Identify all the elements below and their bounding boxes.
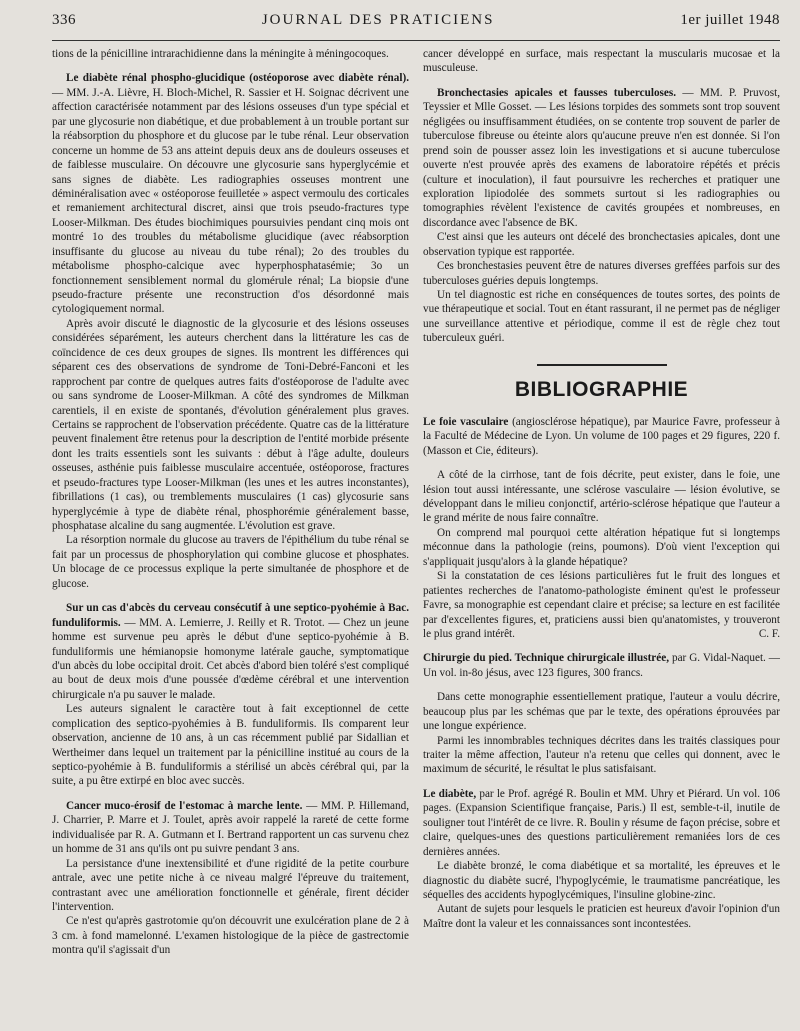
journal-title: JOURNAL DES PRATICIENS [261,12,495,28]
article-paragraph: Les auteurs signalent le caractère tout à fait exceptionnel de cette complication des septico-pyohémies à B. funduliformis. Ils comparent leur observation, ancienne de 10 ans, à un cas récemment publié par Sidallian et Wertheimer dans lequel un traitement par la pénicilline institué au cours de la septico-pyohémie à B. funduliformis a stérilisé un abcès cérébral qui, par la suite, a pu être extirpé en bloc avec succès. [52,703,409,788]
article-body: décrivent une affection caractérisée notamment par des lésions osseuses d'un type spécial et par une glycosurie non diabétique, et due probablement à un trouble portant sur la réabsorption du phosphore et du glucose par le tube rénal. Leur observation concerne un homme de 53 ans atteint depuis deux ans de douleurs osseuses et de faiblesse musculaire. On découvre une glycosurie sans hyperglycémie et sans signes de diabète. Les radiographies osseuses montrent une déminéralisation avec « ostéoporose feuilletée » aspect vermoulu des corticales et remaniement architectural discret, ainsi que trois pseudo-fractures type Looser-Milkman. Des études biochimiques poursuivies pendant cinq mois ont montré 1o des troubles du métabolisme glucidique (avec réabsorption insuffisante du glucose au niveau du tube rénal); 2o des troubles du métabolisme phospho-calcique avec hyperphosphatasémie; 3o un fonctionnement sensiblement normal du glomérule rénal; La biopsie d'une pseudo-fracture présente une reconstruction d'os désordonné mais cytologiquement normal. [52,86,409,316]
article-title: Sur un cas d'abcès du cerveau consécutif à une septico-pyohémie à Bac. funduliformis. [52,602,409,629]
article-title: Cancer muco-érosif de l'estomac à marche lente. [66,799,303,812]
book-title: Le diabète, [423,787,477,800]
book-title: Le foie vasculaire [423,415,509,428]
book-details: par G. Vidal-Naquet. — Un vol. in-8o jésus, avec 123 figures, 300 francs. [423,652,780,679]
article-paragraph: C'est ainsi que les auteurs ont décelé des bronchectasies apicales, dont une observation typique est rapportée. [423,231,780,258]
book-details: par le Prof. agrégé R. Boulin et MM. Uhry et Piérard. Un vol. 106 pages. (Expansion Scientifique française, Paris.) Il est, semble-t-il, inutile de souligner tout l'intérêt de ce livre. R. Boulin y résume de façon précise, sobre et claire, quelques-unes des questions particulièrement remaniées lors de ces dernières années. [423,787,781,858]
left-column [52,47,409,958]
article-body: — Les lésions torpides des sommets sont trop souvent négligées ou insuffisamment étudiées, on se contente trop souvent de parler de tuberculose fibreuse ou éteinte alors qu'aucune preuve n'en est donnée. Si l'on prend soin de pousser assez loin les investigations et si aucune tuberculose ouverte n'est prouvée après des examens de laboratoire répétés et précis (culture et inoculation), il faut poursuivre les recherches et pratiquer une exploration lipiodolée des sommets surtout si les radiographies ou tomographies révèlent l'existence de cavités groupées et nombreuses, en discordance avec l'absence de BK. [423,101,781,229]
article-abces-cerveau [52,601,409,702]
section-rule [537,364,667,366]
article-body: — Chez un jeune homme est survenue peu après le début d'une septico-pyohémie à B. funduliformis une hémianopsie homonyme latérale gauche, symptomatique d'un abcès du lobe occipital droit. Cet abcès d'abord bien toléré s'est compliqué au bout de deux mois d'une poussée d'œdème cérébral et une intervention chirurgicale n'a pu sauver le malade. [52,616,410,701]
review-paragraph: Autant de sujets pour lesquels le praticien est heureux d'avoir l'opinion d'un Maître dont la valeur et les connaissances sont incontestées. [423,903,780,930]
article-paragraph: La persistance d'une inextensibilité et d'une rigidité de la petite courbure antrale, avec une petite niche à ce niveau malgré l'épreuve du traitement, contrastant avec une amélioration fonctionnelle et générale, firent décider l'intervention. [52,857,409,913]
article-paragraph: La résorption normale du glucose au travers de l'épithélium du tube rénal se fait par un processus de phosphorylation qui combine glucose et phosphates. Un blocage de ce processus explique la perte simultanée de phosphore et de glucose. [52,534,409,590]
article-bronchectasies [423,86,780,230]
article-paragraph: Ce n'est qu'après gastrotomie qu'on découvrit une exulcération plane de 2 à 3 cm. à fond mamelonné. L'examen histologique de la pièce de gastrectomie montra qu'il s'agissait d'un [52,915,409,957]
header-rule [52,40,780,41]
review-signature: C. F. [758,627,780,640]
book-review-chirurgie-pied [423,651,780,680]
review-paragraph: Dans cette monographie essentiellement pratique, l'auteur a voulu décrire, beaucoup plus par les schémas que par le texte, des opérations éprouvées par une longue expérience. [423,691,780,733]
article-authors: — MM. J.-A. Lièvre, H. Bloch-Michel, R. Sassier et H. Soignac [52,86,345,99]
review-paragraph: Le diabète bronzé, le coma diabétique et sa mortalité, les épreuves et le diagnostic du diabète sucré, l'hypoglycémie, le traumatisme pancréatique, les séquelles des accidents hypoglycémiques, l'insuline globine-zinc. [423,860,780,901]
running-header [52,12,780,38]
book-title: Chirurgie du pied. Technique chirurgicale illustrée, [423,652,669,665]
review-paragraph: On comprend mal pourquoi cette altération hépatique fut si longtemps méconnue dans la pathologie (reins, poumons). D'où vient l'exception qui s'appliquait jusqu'alors à la glande hépatique? [423,526,780,568]
continued-paragraph: tions de la pénicilline intrarachidienne dans la méningite à méningocoques. [52,48,389,60]
article-paragraph: Après avoir discuté le diagnostic de la glycosurie et des lésions osseuses considérées séparément, les auteurs cherchent dans la littérature les cas de coïncidence de ces deux groupes de signes. Ils montrent les différences qui séparent ces des observations de syndrome de Toni-Debré-Fanconi et les rapprochent par contre de quelques autres faits d'ostéoporose de l'adulte avec ou sans syndrome de Looser-Milkman. A côté des syndromes de Milkman carentiels, il en existe de spontanés, d'évolution généralement plus graves. Certains se rapprochent de l'observation précédente. Quatre cas de la littérature peuvent finalement être retenus pour la description de l'entité morbide présente dont les traits essentiels sont les suivants : début à l'âge adulte, douleurs osseuses, asthénie puis faiblesse musculaire accentuée, ostéoporose, fractures et pseudo-fractures type Looser-Milkman (les unes et les autres inconstantes), fibrillations (1 cas), ou tremblements musculaires (1 cas) glycosurie sans hyperglycémie à type de diabète rénal, phosphorémie généralement basse, phosphatase alcaline du sang augmentée. L'évolution est grave. [52,317,409,532]
page-number: 336 [52,12,76,28]
article-body: après avoir rappelé la rareté de cette forme individualisée par R. A. Gutmann et I. Bertrand rapportent un cas survenu chez un homme de 31 ans qu'ils ont pu suivre pendant 3 ans. [52,814,409,856]
book-review-foie [423,415,780,458]
book-review-diabete [423,787,780,859]
article-authors: — MM. A. Lemierre, J. Reilly et R. Trotot. [124,616,325,629]
article-title: Bronchectasies apicales et fausses tuberculoses. [437,86,677,99]
issue-date: 1er juillet 1948 [680,12,780,28]
review-text: Si la constatation de ces lésions particulières fut le fruit des longues et patientes recherches de l'anatomo-pathologiste éminent qu'est le professeur Favre, sa monographie est cependant claire et précise; sa lecture en est facilitée par d'excellentes figures, et, praticiens aussi bien qu'anatomistes, y trouveront le plus grand intérêt. [423,570,780,640]
review-paragraph [423,569,780,641]
article-title: Le diabète rénal phospho-glucidique (ostéoporose avec diabète rénal). [66,72,409,85]
book-details: (angiosclérose hépatique), par Maurice Favre, professeur à la Faculté de Médecine de Lyon. Un volume de 100 pages et 29 figures, 220 f. (Masson et Cie, éditeurs). [423,415,780,457]
review-paragraph: Parmi les innombrables techniques décrites dans les traités classiques pour traiter la même affection, l'auteur n'a retenu que celles qui donnent, avec le maximum de sécurité, le résultat le plus satisfaisant. [423,734,780,776]
article-paragraph: Ces bronchestasies peuvent être de natures diverses greffées parfois sur des tuberculoses guéries depuis longtemps. [423,260,780,287]
article-cancer-estomac [52,799,409,857]
article-authors: — MM. P. Pruvost, Teyssier et Mlle Gosset. [423,86,780,114]
article-diabete-renal [52,71,409,316]
article-authors: — MM. P. Hillemand, J. Charrier, P. Marre et J. Toulet, [52,799,409,827]
bibliography-heading: BIBLIOGRAPHIE [514,377,689,401]
continued-paragraph: cancer développé en surface, mais respectant la muscularis mucosae et la musculeuse. [423,48,780,75]
right-column [423,47,780,958]
review-paragraph: A côté de la cirrhose, tant de fois décrite, peut exister, dans le foie, une lésion tout aussi intéressante, une sclérose vasculaire — lésion évolutive, se développant dans le milieu conjonctif, artério-sclérose hépatique que l'auteur a le grand mérite de nous faire connaître. [423,469,780,525]
article-paragraph: Un tel diagnostic est riche en conséquences de toutes sortes, des points de vue thérapeutique et social. Tout en étant rassurant, il ne permet pas de négliger une surveillance attentive et périodique, comme il est de règle chez tout tuberculeux guéri. [423,289,780,345]
